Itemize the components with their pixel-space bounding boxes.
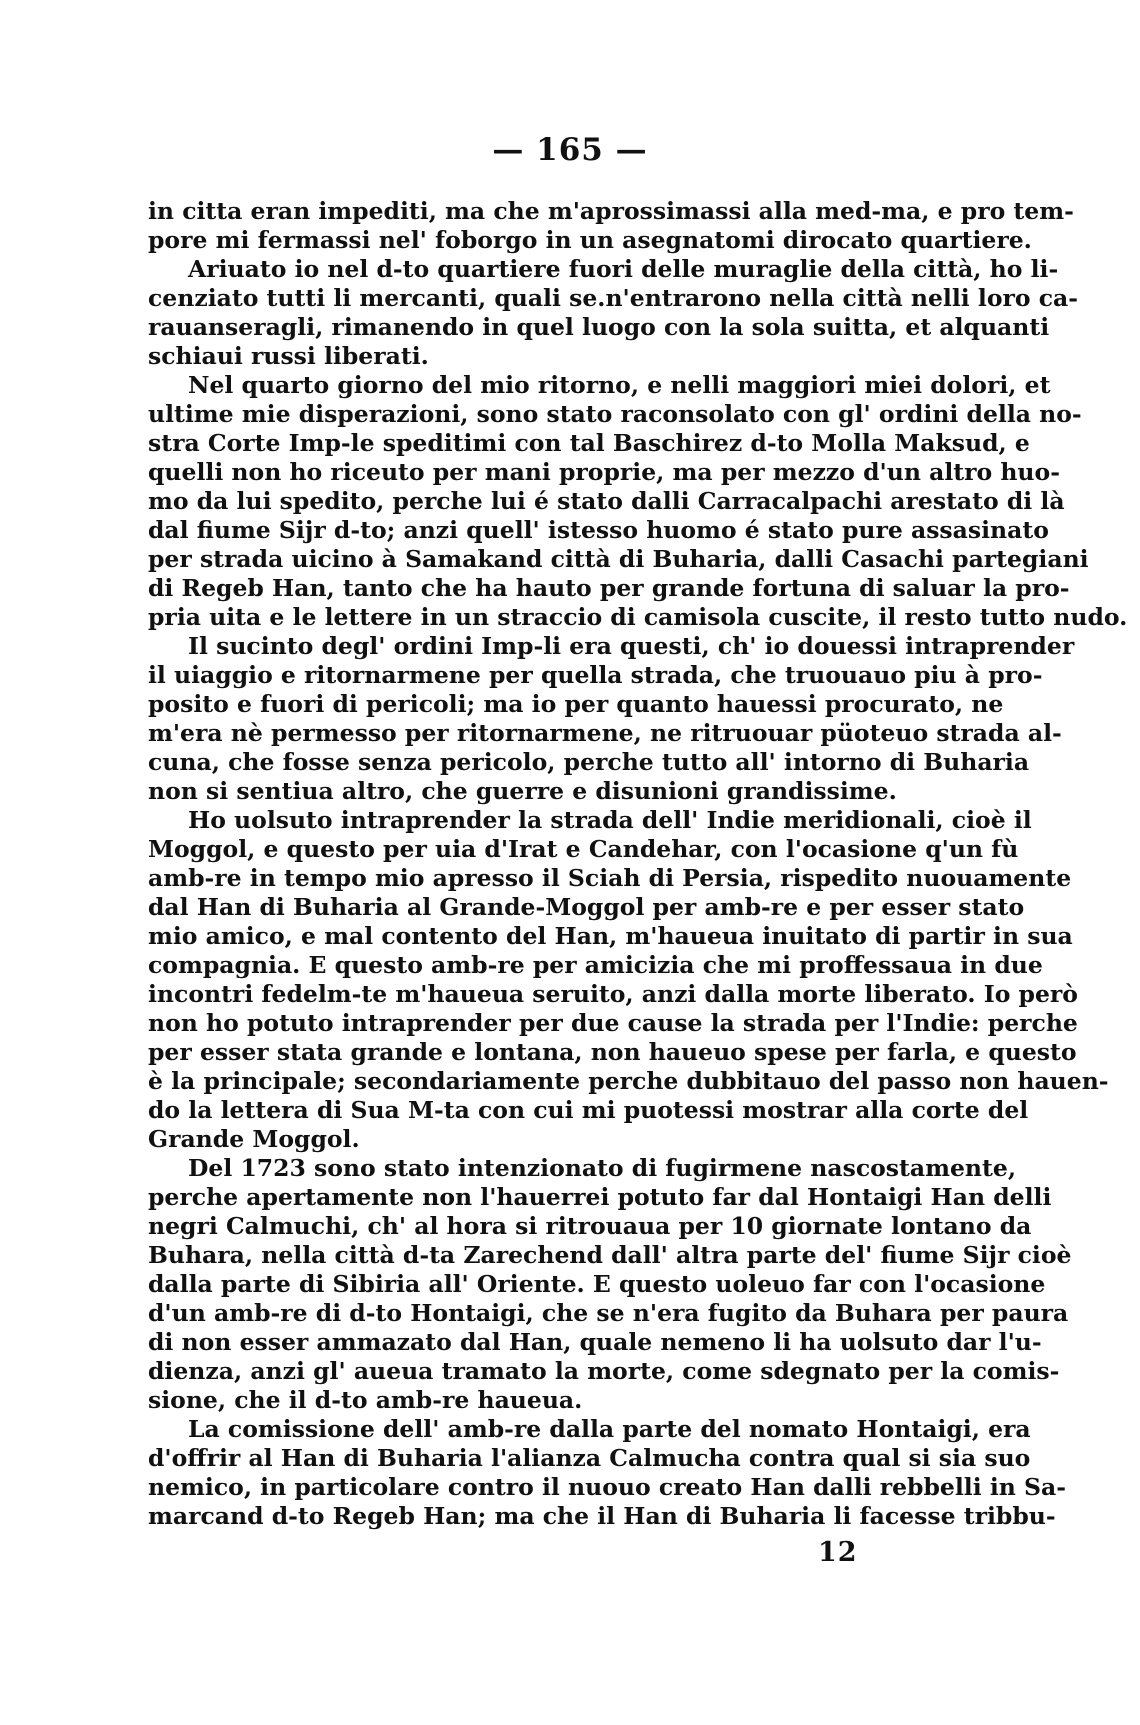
- text-line: di Regeb Han, tanto che ha hauto per grande fortuna di saluar la pro-: [148, 574, 1070, 602]
- text-line: pore mi fermassi nel' foborgo in un asegnatomi dirocato quartiere.: [148, 226, 1032, 254]
- text-line: pria uita e le lettere in un straccio di camisola cuscite, il resto tutto nudo.: [148, 603, 1128, 631]
- text-line: quelli non ho riceuto per mani proprie, ma per mezzo d'un altro huo-: [148, 458, 1060, 486]
- text-line: Buhara, nella città d-ta Zarechend dall' altra parte del' fiume Sijr cioè: [148, 1241, 1072, 1269]
- text-line: d'offrir al Han di Buharia l'alianza Calmucha contra qual si sia suo: [148, 1444, 1031, 1472]
- text-line: Grande Moggol.: [148, 1125, 360, 1153]
- text-line: Ariuato io nel d-to quartiere fuori delle muraglie della città, ho li-: [188, 255, 1059, 283]
- text-line: posito e fuori di pericoli; ma io per quanto hauessi procurato, ne: [148, 690, 1004, 718]
- text-line: perche apertamente non l'hauerrei potuto far dal Hontaigi Han delli: [148, 1183, 1052, 1211]
- body-text: [148, 197, 1128, 1531]
- text-line: mo da lui spedito, perche lui é stato dalli Carracalpachi arestato di là: [148, 487, 1065, 515]
- signature-mark: 12: [818, 1537, 858, 1568]
- text-line: dal fiume Sijr d-to; anzi quell' istesso huomo é stato pure assasinato: [148, 516, 1049, 544]
- text-line: Ho uolsuto intraprender la strada dell' Indie meridionali, cioè il: [188, 806, 1032, 834]
- text-line: dienza, anzi gl' aueua tramato la morte, come sdegnato per la comis-: [148, 1357, 1060, 1385]
- text-line: incontri fedelm-te m'haueua seruito, anzi dalla morte liberato. Io però: [148, 980, 1078, 1008]
- text-line: non ho potuto intraprender per due cause la strada per l'Indie: perche: [148, 1009, 1078, 1037]
- text-line: schiaui russi liberati.: [148, 342, 429, 370]
- text-line: Moggol, e questo per uia d'Irat e Candehar, con l'ocasione q'un fù: [148, 835, 1019, 863]
- text-line: negri Calmuchi, ch' al hora si ritrouaua per 10 giornate lontano da: [148, 1212, 1032, 1240]
- text-line: cuna, che fosse senza pericolo, perche tutto all' intorno di Buharia: [148, 748, 1030, 776]
- text-line: do la lettera di Sua M-ta con cui mi puotessi mostrar alla corte del: [148, 1096, 1029, 1124]
- text-line: nemico, in particolare contro il nuouo creato Han dalli rebbelli in Sa-: [148, 1473, 1066, 1501]
- text-line: La comissione dell' amb-re dalla parte del nomato Hontaigi, era: [188, 1415, 1031, 1443]
- text-line: è la principale; secondariamente perche dubbitauo del passo non hauen-: [148, 1067, 1109, 1095]
- text-line: sione, che il d-to amb-re haueua.: [148, 1386, 583, 1414]
- text-line: Del 1723 sono stato intenzionato di fugirmene nascostamente,: [188, 1154, 1017, 1182]
- text-line: per strada uicino à Samakand città di Buharia, dalli Casachi partegiani: [148, 545, 1089, 573]
- text-line: dalla parte di Sibiria all' Oriente. E questo uoleuo far con l'ocasione: [148, 1270, 1046, 1298]
- text-line: Il sucinto degl' ordini Imp-li era questi, ch' io douessi intraprender: [188, 632, 1075, 660]
- text-line: in citta eran impediti, ma che m'aprossimassi alla med-ma, e pro tem-: [148, 197, 1074, 225]
- text-line: non si sentiua altro, che guerre e disunioni grandissime.: [148, 777, 897, 805]
- text-line: dal Han di Buharia al Grande-Moggol per amb-re e per esser stato: [148, 893, 1025, 921]
- text-line: Nel quarto giorno del mio ritorno, e nelli maggiori miei dolori, et: [188, 371, 1051, 399]
- text-line: amb-re in tempo mio apresso il Sciah di Persia, rispedito nuouamente: [148, 864, 1072, 892]
- text-line: compagnia. E questo amb-re per amicizia che mi proffessaua in due: [148, 951, 1043, 979]
- text-line: m'era nè permesso per ritornarmene, ne ritruouar püoteuo strada al-: [148, 719, 1062, 747]
- text-line: mio amico, e mal contento del Han, m'haueua inuitato di partir in sua: [148, 922, 1073, 950]
- text-line: ultime mie disperazioni, sono stato raconsolato con gl' ordini della no-: [148, 400, 1082, 428]
- text-line: per esser stata grande e lontana, non haueuo spese per farla, e questo: [148, 1038, 1077, 1066]
- text-line: di non esser ammazato dal Han, quale nemeno li ha uolsuto dar l'u-: [148, 1328, 1042, 1356]
- text-line: marcand d-to Regeb Han; ma che il Han di Buharia li facesse tribbu-: [148, 1502, 1056, 1530]
- text-line: cenziato tutti li mercanti, quali se.n'entrarono nella città nelli loro ca-: [148, 284, 1079, 312]
- text-line: d'un amb-re di d-to Hontaigi, che se n'era fugito da Buhara per paura: [148, 1299, 1069, 1327]
- text-line: stra Corte Imp-le speditimi con tal Baschirez d-to Molla Maksud, e: [148, 429, 1030, 457]
- page-number: — 165 —: [492, 132, 648, 168]
- text-line: rauanseragli, rimanendo in quel luogo con la sola suitta, et alquanti: [148, 313, 1050, 341]
- text-line: il uiaggio e ritornarmene per quella strada, che truouauo piu à pro-: [148, 661, 1043, 689]
